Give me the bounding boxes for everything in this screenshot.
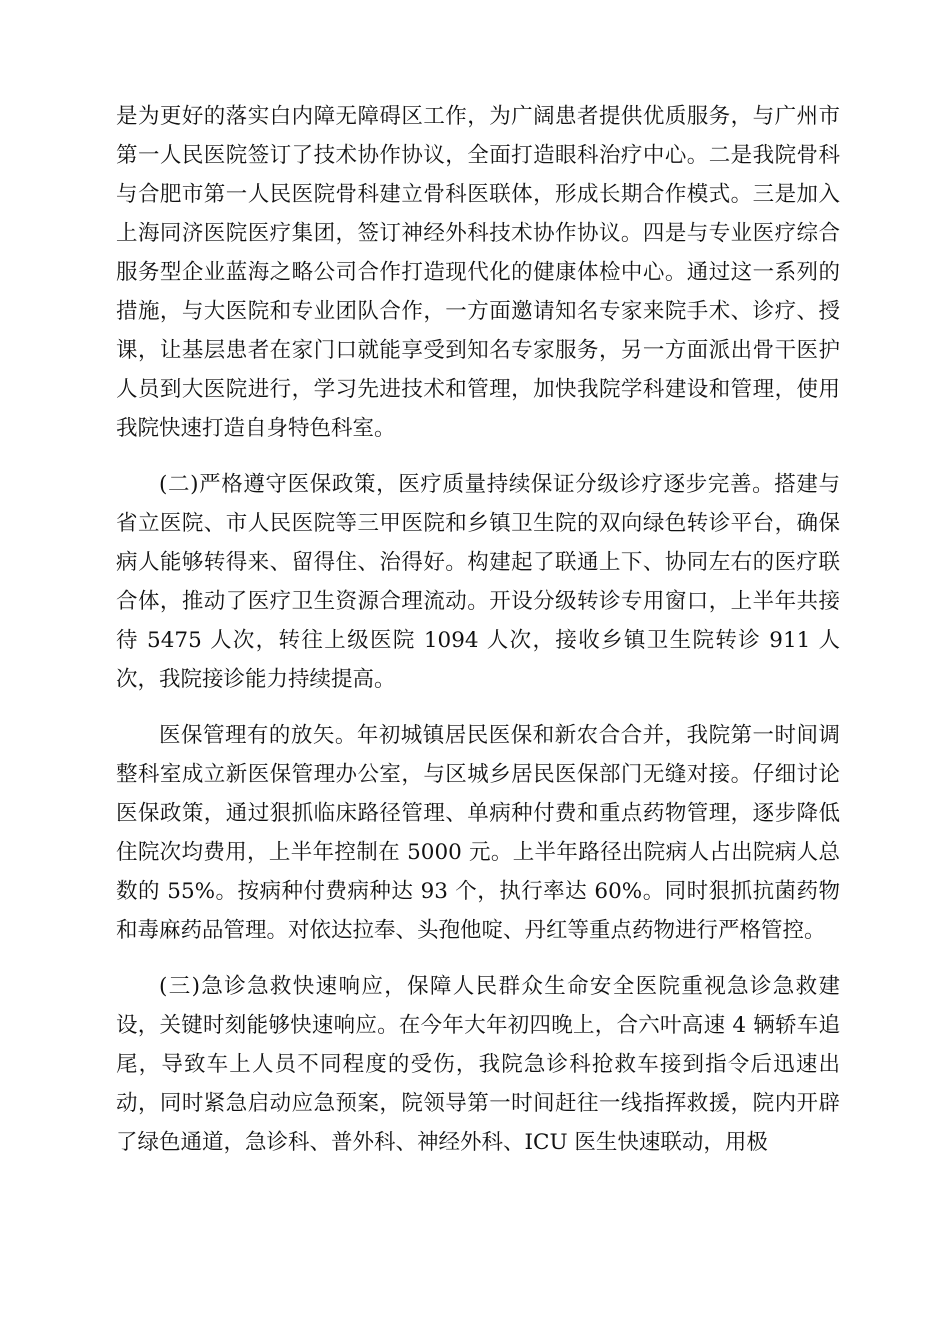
paragraph-emergency-response: (三)急诊急救快速响应，保障人民群众生命安全医院重视急诊急救建设，关键时刻能够快速响应。在今年大年初四晚上，合六叶高速 4 辆轿车追尾，导致车上人员不同程度的受伤，我院急诊科抢救车接到指令后迅速出动，同时紧急启动应急预案，院领导第一时间赶往一线指挥救援，院内开辟了绿色通道，急诊科、普外科、神经外科、ICU 医生快速联动，用极 bbox=[116, 974, 840, 1155]
paragraph-medical-insurance: 医保管理有的放矢。年初城镇居民医保和新农合合并，我院第一时间调整科室成立新医保管理办公室，与区城乡居民医保部门无缝对接。仔细讨论医保政策，通过狠抓临床路径管理、单病种付费和重点药物管理，逐步降低住院次均费用，上半年控制在 5000 元。上半年路径出院病人占出院病人总数的 55%。按病种付费病种达 93 个，执行率达 60%。同时狠抓抗菌药物和毒麻药品管理。对依达拉奉、头孢他啶、丹红等重点药物进行严格管控。 bbox=[116, 723, 840, 943]
document-body bbox=[116, 97, 840, 1179]
paragraph-tiered-diagnosis: (二)严格遵守医保政策，医疗质量持续保证分级诊疗逐步完善。搭建与省立医院、市人民医院等三甲医院和乡镇卫生院的双向绿色转诊平台，确保病人能够转得来、留得住、治得好。构建起了联通上下、协同左右的医疗联合体，推动了医疗卫生资源合理流动。开设分级转诊专用窗口，上半年共接待 5475 人次，转往上级医院 1094 人次，接收乡镇卫生院转诊 911 人次，我院接诊能力持续提高。 bbox=[116, 472, 840, 692]
paragraph-continuation: 是为更好的落实白内障无障碍区工作，为广阔患者提供优质服务，与广州市第一人民医院签订了技术协作协议，全面打造眼科治疗中心。二是我院骨科与合肥市第一人民医院骨科建立骨科医联体，形成长期合作模式。三是加入上海同济医院医疗集团，签订神经外科技术协作协议。四是与专业医疗综合服务型企业蓝海之略公司合作打造现代化的健康体检中心。通过这一系列的措施，与大医院和专业团队合作，一方面邀请知名专家来院手术、诊疗、授课，让基层患者在家门口就能享受到知名专家服务，另一方面派出骨干医护人员到大医院进行，学习先进技术和管理，加快我院学科建设和管理，使用我院快速打造自身特色科室。 bbox=[116, 104, 840, 441]
